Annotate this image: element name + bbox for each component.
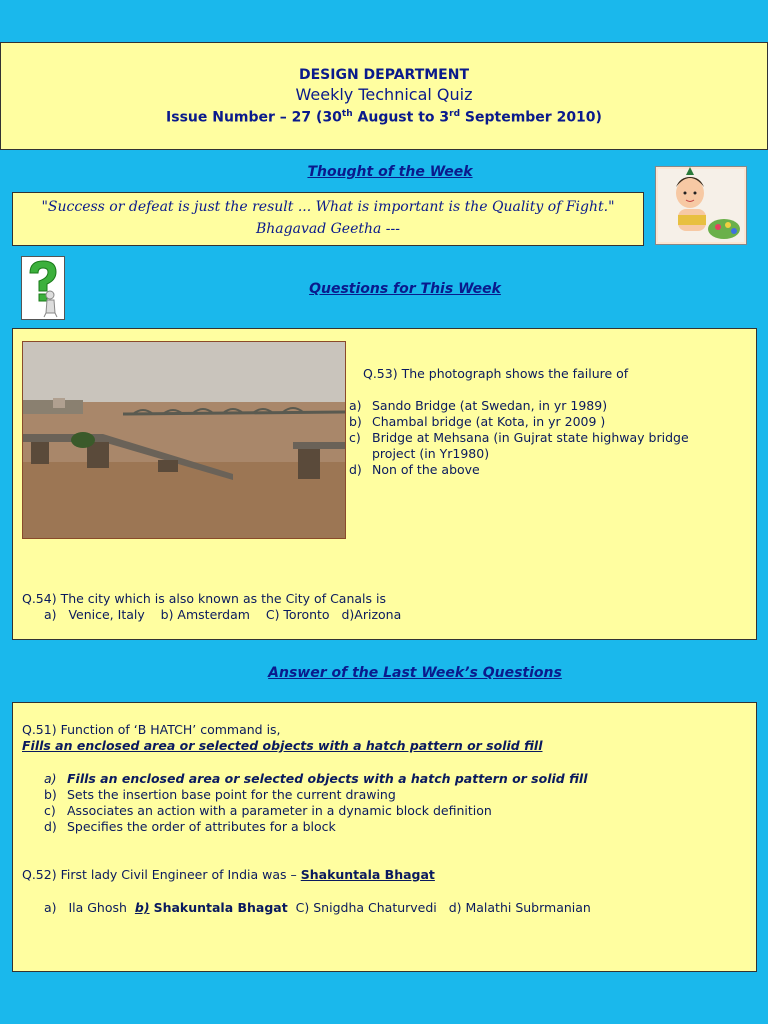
q54-text: Q.54) The city which is also known as the City of Canals is [22,591,386,606]
thought-quote: "Success or defeat is just the result ... What is important is the Quality of Fight." [41,199,615,215]
header-panel [0,42,768,150]
q51-option-a-letter: a) [44,771,57,786]
q53-option-d-letter: d) [349,462,362,477]
department-name: DESIGN DEPARTMENT [298,67,470,83]
q52-line [22,867,435,882]
q52-option-b-letter: b) [134,900,150,915]
q53-option-c-cont: project (in Yr1980) [372,446,490,461]
quiz-title: Weekly Technical Quiz [295,85,473,104]
q53-option-b: Chambal bridge (at Kota, in yr 2009 ) [372,414,606,429]
q51-option-c-letter: c) [44,803,56,818]
q51-text: Q.51) Function of ‘B HATCH’ command is, [22,722,281,737]
q53-option-c: Bridge at Mehsana (in Gujrat state highway bridge [372,430,689,445]
q52-option-b: Shakuntala Bhagat [153,900,288,915]
q52-option-cd: C) Snigdha Chaturvedi d) Malathi Subrmanian [295,900,591,915]
thought-panel [12,192,644,246]
q53-option-d: Non of the above [372,462,480,477]
q52-answer: Shakuntala Bhagat [300,867,435,882]
krishna-picture [655,166,747,245]
q51-option-a: Fills an enclosed area or selected objects with a hatch pattern or solid fill [67,771,588,786]
q53-option-a: Sando Bridge (at Swedan, in yr 1989) [372,398,608,413]
questions-heading: Questions for This Week [309,281,501,297]
questions-panel [12,328,757,640]
q52-options [44,900,591,915]
q51-answer: Fills an enclosed area or selected objects with a hatch pattern or solid fill [22,738,543,753]
q51-option-b-letter: b) [44,787,57,802]
answers-panel [12,702,757,972]
q51-option-c: Associates an action with a parameter in a dynamic block definition [67,803,492,818]
q51-option-b: Sets the insertion base point for the current drawing [67,787,396,802]
issue-number: Issue Number – 27 (30th August to 3rd September 2010) [166,109,602,126]
bridge-failure-photo [22,341,346,539]
q53-option-a-letter: a) [349,398,362,413]
q51-option-d: Specifies the order of attributes for a block [67,819,336,834]
question-mark-icon [21,256,65,320]
q52-option-a: a) Ila Ghosh [44,900,127,915]
q53-option-b-letter: b) [349,414,362,429]
q53-option-c-letter: c) [349,430,361,445]
q51-option-d-letter: d) [44,819,57,834]
thought-heading: Thought of the Week [307,164,473,180]
thought-author: Bhagavad Geetha --- [255,221,400,237]
answers-heading: Answer of the Last Week’s Questions [268,665,562,681]
q52-text: Q.52) First lady Civil Engineer of India was – [22,867,297,882]
q54-options: a) Venice, Italy b) Amsterdam C) Toronto d)Arizona [44,607,402,622]
q53-text: Q.53) The photograph shows the failure of [363,366,629,381]
